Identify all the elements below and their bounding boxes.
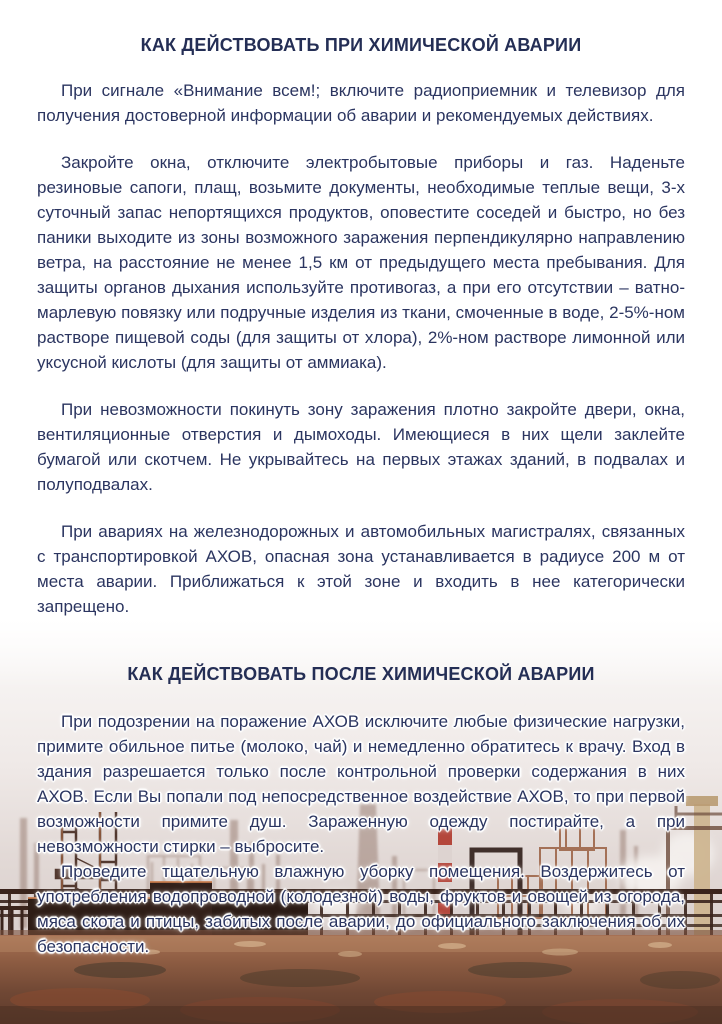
paragraph-shelter: При невозможности покинуть зону заражения плотно закройте двери, окна, вентиляционные отверстия и дымоходы. Имеющиеся в них щели заклейте бумагой или скотчем. Не укрывайтесь на первых этажах зданий, в подвалах и полуподвалах. (37, 400, 685, 494)
paragraph-transport-accidents: При авариях на железнодорожных и автомобильных магистралях, связанных с транспортировкой АХОВ, опасная зона устанавливается в радиусе 200 м от места аварии. Приближаться к этой зоне и входить в нее категорически запрещено. (37, 522, 685, 616)
paragraph-evacuation: Закройте окна, отключите электробытовые приборы и газ. Наденьте резиновые сапоги, плащ, возьмите документы, необходимые теплые вещи, 3-х суточный запас непортящихся продуктов, оповестите соседей и быстро, но без паники выходите из зоны возможного заражения перпендикулярно направлению ветра, на расстояние не менее 1,5 км от предыдущего места пребывания. Для защиты органов дыхания используйте противогаз, а при его отсутствии – ватно-марлевую повязку или подручные изделия из ткани, смоченные в воде, 2-5%-ном растворе пищевой соды (для защиты от хлора), 2%-ном растворе лимонной или уксусной кислоты (для защиты от аммиака). (37, 153, 685, 372)
section-heading-during: КАК ДЕЙСТВОВАТЬ ПРИ ХИМИЧЕСКОЙ АВАРИИ (140, 35, 582, 55)
paragraph-cleaning: Проведите тщательную влажную уборку помещения. Воздержитесь от употребления водопроводной (колодезной) воды, фруктов и овощей из огорода, мяса скота и птицы, забитых после аварии, до официального заключения об их безопасности. (37, 862, 685, 956)
document-content (0, 34, 722, 959)
paragraph-exposure: При подозрении на поражение АХОВ исключите любые физические нагрузки, примите обильное питье (молоко, чай) и немедленно обратитесь к врачу. Вход в здания разрешается только после контрольной проверки содержания в них АХОВ. Если Вы попали под непосредственное воздействие АХОВ, то при первой возможности примите душ. Зараженную одежду постирайте, а при невозможности стирки – выбросите. (37, 712, 685, 856)
section-heading-after: КАК ДЕЙСТВОВАТЬ ПОСЛЕ ХИМИЧЕСКОЙ АВАРИИ (127, 664, 595, 684)
section-during-accident (37, 34, 685, 619)
section-after-accident (37, 663, 685, 959)
paragraph-signal: При сигнале «Внимание всем!; включите радиоприемник и телевизор для получения достоверной информации об аварии и рекомендуемых действиях. (37, 81, 685, 125)
